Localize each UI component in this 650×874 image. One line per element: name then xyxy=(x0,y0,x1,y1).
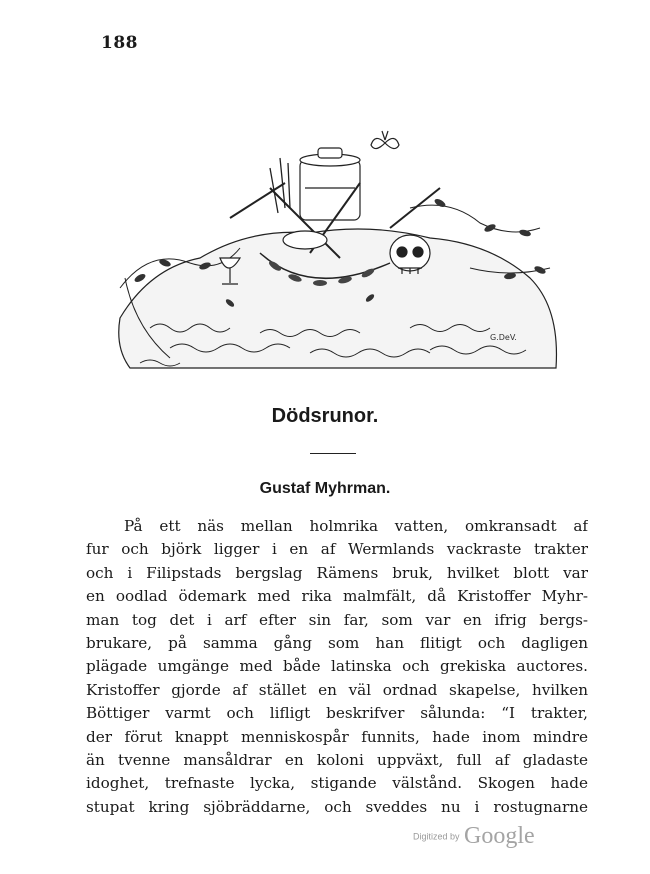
watermark-prefix: Digitized by xyxy=(413,831,460,842)
text-line: stupat kring sjöbräddarne, och sveddes nu i rostugnarne xyxy=(86,797,588,816)
text-line: Kristoffer gjorde af stället en väl ordnad skapelse, hvilken xyxy=(86,680,588,699)
jar xyxy=(300,148,360,220)
text-line: idoghet, trefnaste lycka, stigande välstånd. Skogen hade xyxy=(86,774,588,793)
text-line: och i Filipstads bergslag Rämens bruk, hvilket blott var xyxy=(86,563,588,582)
text-line: fur och björk ligger i en af Wermlands vackraste trakter xyxy=(86,540,588,559)
section-title: Dödsrunor. xyxy=(271,405,379,427)
google-logo: Google xyxy=(463,823,535,849)
text-line: brukare, på samma gång som han flitigt och dagligen xyxy=(86,634,588,653)
foliage-mound xyxy=(119,229,557,368)
text-line: plägade umgänge med både latinska och grekiska auctores. xyxy=(86,657,588,676)
text-line: man tog det i arf efter sin far, som var en ifrig bergs- xyxy=(86,610,588,629)
digitization-watermark xyxy=(413,823,535,850)
text-line: På ett näs mellan holmrika vatten, omkransadt af xyxy=(124,517,588,535)
text-line: Böttiger varmt och lifligt beskrifver sålunda: “I trakter, xyxy=(86,704,588,723)
text-line: en oodlad ödemark med rika malmfält, då Kristoffer Myhr- xyxy=(86,587,588,606)
article-title: Gustaf Myhrman. xyxy=(259,480,391,497)
text-line: än tvenne mansåldrar en koloni uppväxt, full af gladaste xyxy=(86,751,588,770)
vignette-illustration xyxy=(110,128,566,374)
article-body xyxy=(86,515,588,819)
text-line: der förut knappt menniskospår funnits, hade inom mindre xyxy=(86,727,588,746)
plate xyxy=(283,231,327,249)
artist-signature: G.DeV. xyxy=(490,333,517,342)
title-divider xyxy=(310,453,356,454)
page-number: 188 xyxy=(101,33,138,53)
butterfly-icon xyxy=(371,131,399,149)
